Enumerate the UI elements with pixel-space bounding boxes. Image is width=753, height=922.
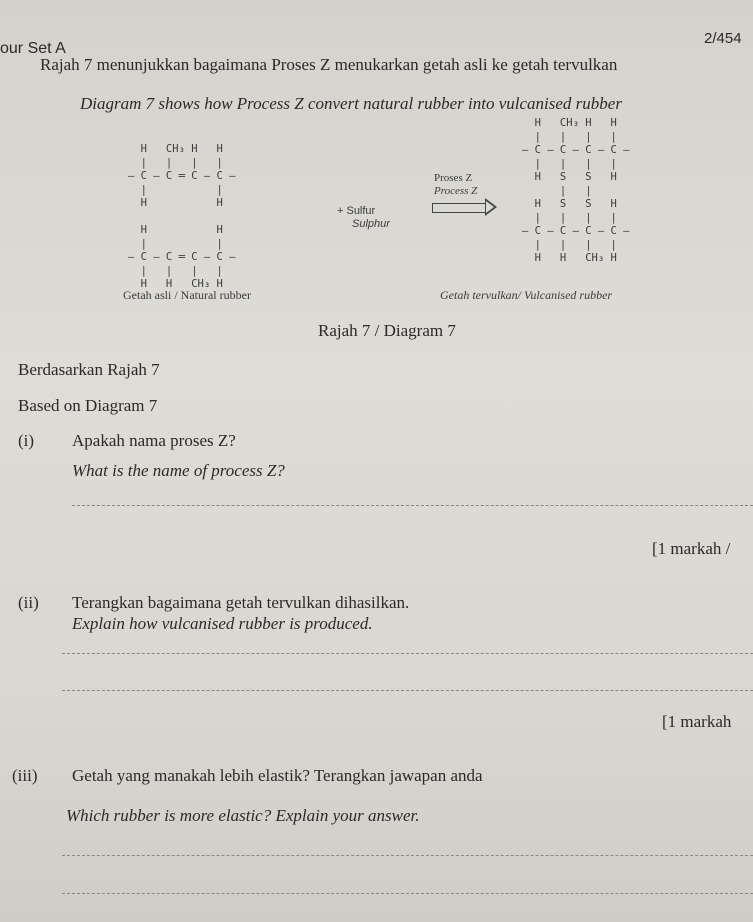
q1-answer-line[interactable] [72,505,753,506]
q3-answer-line-1[interactable] [62,855,753,856]
intro-ms: Rajah 7 menunjukkan bagaimana Proses Z menukarkan getah asli ke getah tervulkan [40,55,618,74]
q3-ms: Getah yang manakah lebih elastik? Terangkan jawapan anda [72,766,483,785]
based-ms: Berdasarkan Rajah 7 [18,360,160,379]
q1-en: What is the name of process Z? [72,461,285,480]
natural-caption: Getah asli / Natural rubber [123,288,251,302]
q2-marks: [1 markah [662,712,732,731]
reaction-arrow-icon [432,203,485,213]
set-label: our Set A [0,40,66,57]
q2-en: Explain how vulcanised rubber is produced. [72,614,373,633]
q3-en: Which rubber is more elastic? Explain your answer. [66,806,420,825]
q1-marks: [1 markah / [652,539,731,558]
q1-number: (i) [18,431,35,450]
plus-sulfur-label: + Sulfur [337,205,376,217]
diagram-title: Rajah 7 / Diagram 7 [318,321,456,340]
natural-rubber-structure: H CH₃ H H | | | | — C — C ═ C — C — | | H H H H | | — C — C ═ C — C — | | | | H H CH₃ H [128,143,236,290]
page-ref: 2/454 [704,30,742,47]
q1-ms: Apakah nama proses Z? [72,431,236,450]
q2-answer-line-1[interactable] [62,653,753,654]
vulcanised-caption: Getah tervulkan/ Vulcanised rubber [440,288,613,302]
sulphur-label: Sulphur [352,218,390,230]
vulcanised-rubber-structure: H CH₃ H H | | | | — C — C — C — C — | | | | H S S H | | H S S H | | | | — C — C — C — C — | | | | H H CH₃ H [522,117,630,264]
process-ms-label: Proses Z [434,172,473,184]
intro-en: Diagram 7 shows how Process Z convert natural rubber into vulcanised rubber [80,94,622,113]
process-en-label: Process Z [434,185,478,197]
q2-number: (ii) [18,593,39,612]
q2-answer-line-2[interactable] [62,690,753,691]
q2-ms: Terangkan bagaimana getah tervulkan dihasilkan. [72,593,410,612]
q3-number: (iii) [12,766,38,785]
q3-answer-line-2[interactable] [62,893,753,894]
based-en: Based on Diagram 7 [18,396,158,415]
